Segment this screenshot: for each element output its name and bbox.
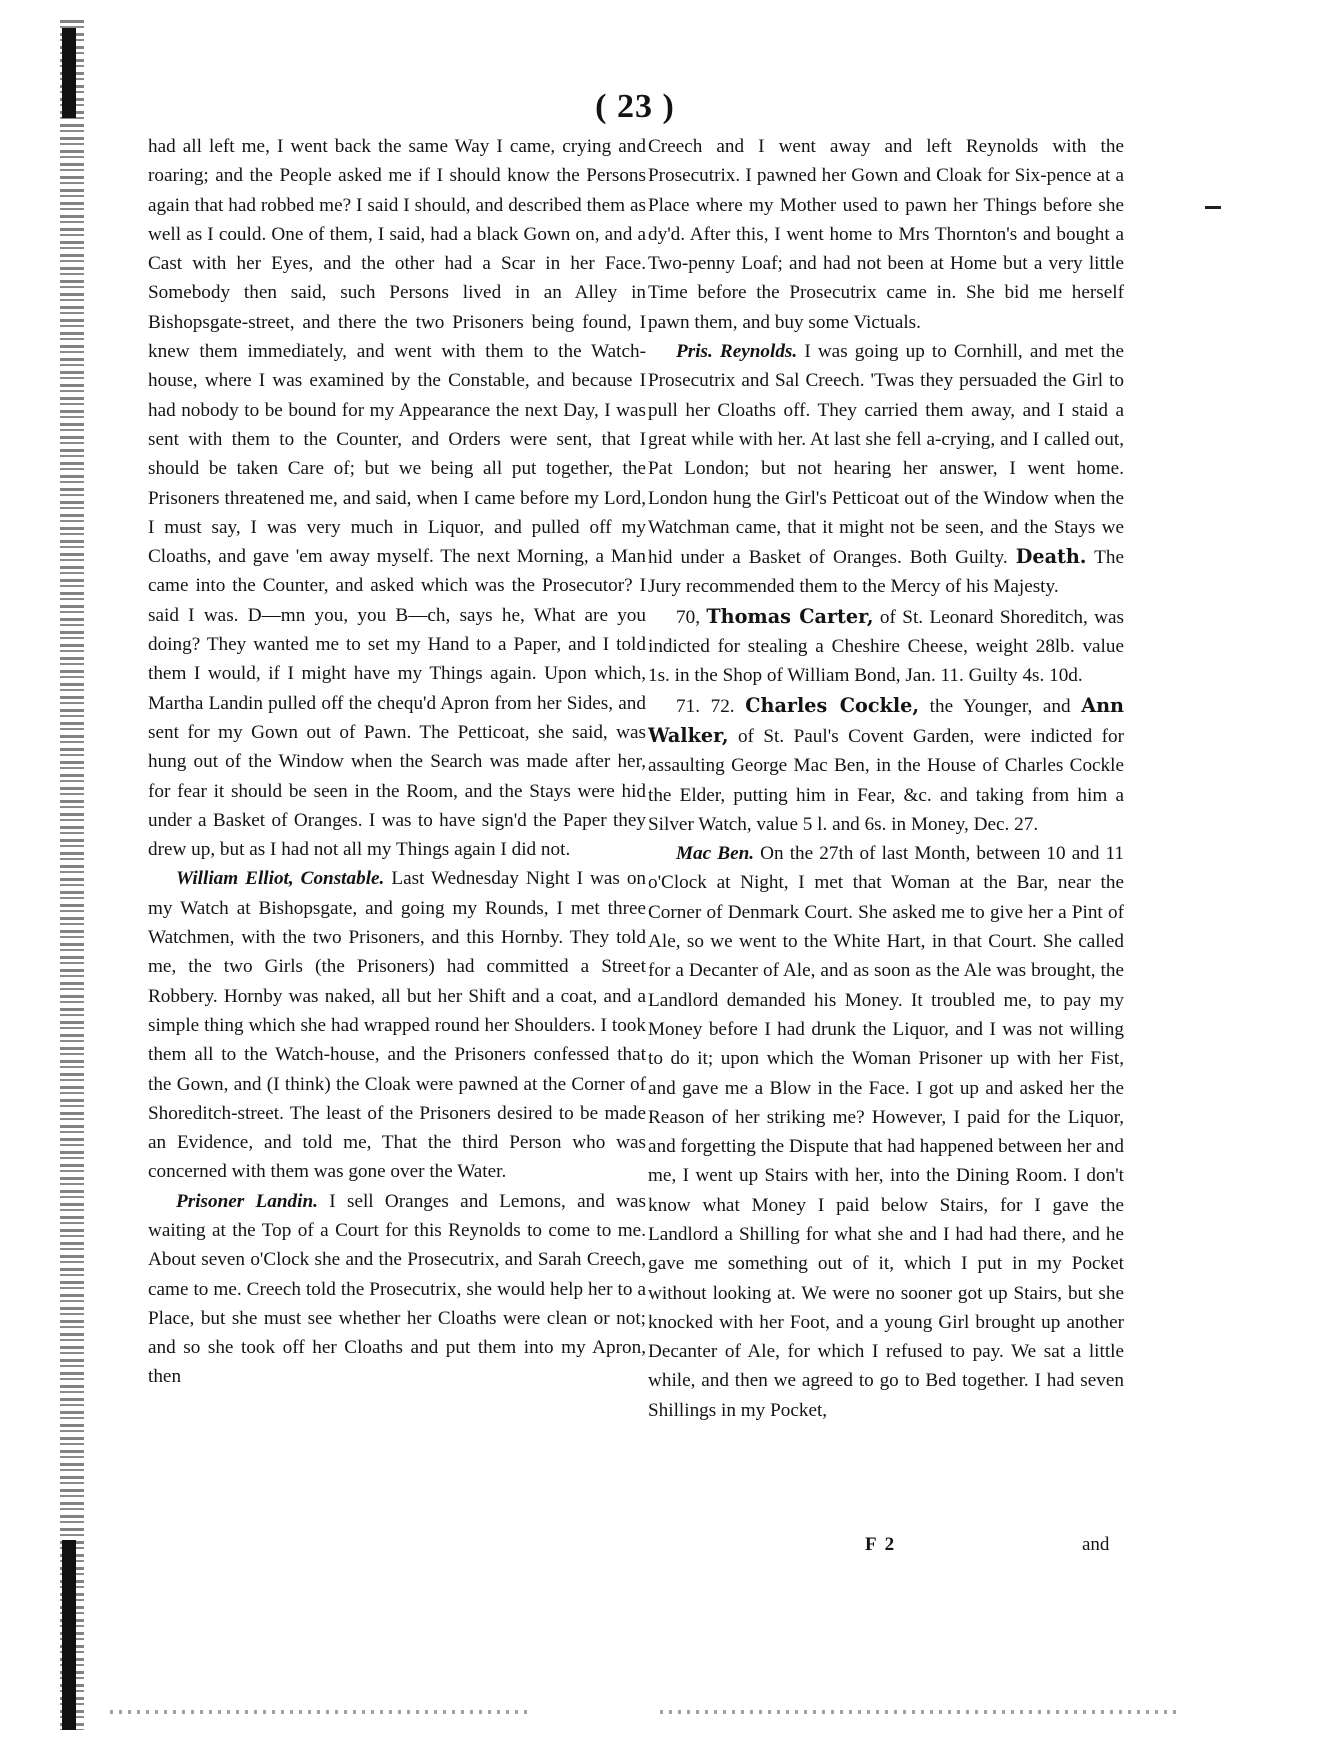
speaker-label: Mac Ben.	[676, 843, 755, 865]
page-number: ( 23 )	[595, 88, 675, 125]
paragraph-text: On the 27th of last Month, between 10 and 11 o'Clock at Night, I met that Woman at the Bar, near the Corner of Denmark Court. She asked me to give her a Pint of Ale, so we went to the White Hart, in that Court. She called for a Decanter of Ale, and as soon as the Ale was brought, the Landlord demanded his Money. It troubled me, to pay my Money before I had drunk the Liquor, and I was not willing to do it; upon which the Woman Prisoner up with her Fist, and gave me a Blow in the Face. I got up and asked her the Reason of her striking me? However, I paid for the Liquor, and forgetting the Dispute that had happened between her and me, I went up Stairs with her, into the Dining Room. I don't know what Money I paid below Stairs, for I gave the Landlord a Shilling for what she and I had had there, and he gave me something out of it, which I put in my Pocket without looking at. We were no sooner got up Stairs, but she knocked with her Foot, and a young Girl brought up another Decanter of Ale, for which I refused to pay. We sat a little while, and then we agreed to go to Bed together. I had seven Shillings in my Pocket,	[648, 843, 1124, 1421]
paragraph	[148, 1187, 646, 1392]
margin-mark	[1205, 206, 1221, 209]
paragraph-text: I was going up to Cornhill, and met the Prosecutrix and Sal Creech. 'Twas they persuaded the Girl to pull her Cloaths off. They carried them away, and I staid a great while with her. At last she fell a-crying, and I called out, Pat London; but not hearing her answer, I went home. London hung the Girl's Petticoat out of the Window when the Watchman came, that it might not be seen, and the Stays we hid under a Basket of Oranges. Both Guilty.	[648, 341, 1124, 569]
paragraph: Creech and I went away and left Reynolds with the Prosecutrix. I pawned her Gown and Cloak for Six-pence at a Place where my Mother used to pawn her Things before she dy'd. After this, I went home to Mrs Thornton's and bought a Two-penny Loaf; and had not been at Home but a very little Time before the Prosecutrix came in. She bid me herself pawn them, and buy some Victuals.	[648, 136, 1124, 333]
binding-mark	[62, 1540, 76, 1730]
defendant-name: Ann Walker,	[648, 693, 1124, 747]
binding-edge	[60, 20, 84, 1730]
paragraph	[148, 864, 646, 1186]
paragraph-text: The Jury recommended them to the Mercy of his Majesty.	[648, 547, 1125, 598]
verdict: Death.	[1015, 545, 1087, 569]
left-column	[148, 132, 646, 1552]
speaker-label: Prisoner Landin.	[176, 1190, 318, 1212]
paragraph-text: of St. Paul's Covent Garden, were indicted for assaulting George Mac Ben, in the House of Charles Cockle the Elder, putting him in Fear, &c. and taking from him a Silver Watch, value 5 l. and 6s. in Money, Dec. 27.	[648, 725, 1125, 835]
catchword: and	[1082, 1534, 1110, 1555]
binding-mark	[62, 28, 76, 118]
paragraph-text: of St. Leonard Shoreditch, was indicted for stealing a Cheshire Cheese, weight 28lb. value 1s. in the Shop of William Bond, Jan. 11. Guilty 4s. 10d.	[648, 606, 1124, 687]
paragraph	[648, 691, 1124, 839]
paragraph: had all left me, I went back the same Way I came, crying and roaring; and the People asked me if I should know the Persons again that had robbed me? I said I should, and described them as well as I could. One of them, I said, had a black Gown on, and a Cast with her Eyes, and the other had a Scar in her Face. Somebody then said, such Persons lived in an Alley in Bishopsgate-street, and there the two Prisoners being found, I knew them immediately, and went with them to the Watch-house, where I was examined by the Constable, and because I had nobody to be bound for my Appearance the next Day, I was sent with them to the Counter, and Orders were sent, that I should be taken Care of; but we being all put together, the Prisoners threatened me, and said, when I came before my Lord, I must say, I was very much in Liquor, and pulled off my Cloaths, and gave 'em away myself. The next Morning, a Man came into the Counter, and asked which was the Prosecutor? I said I was. D—mn you, you B—ch, says he, What are you doing? They wanted me to set my Hand to a Paper, and I told them I would, if I might have my Things again. Upon which, Martha Landin pulled off the chequ'd Apron from her Sides, and sent for my Gown out of Pawn. The Petticoat, she said, was hung out of the Window when the Search was made after her, for fear it should be seen in the Room, and the Stays were hid under a Basket of Oranges. I was to have sign'd the Paper they drew up, but as I had not all my Things again I did not.	[148, 136, 646, 861]
defendant-name: Charles Cockle,	[745, 693, 920, 717]
speaker-label: William Elliot, Constable.	[176, 868, 385, 890]
right-column	[648, 132, 1124, 1552]
paragraph	[648, 337, 1124, 602]
paragraph-text: I sell Oranges and Lemons, and was waiting at the Top of a Court for this Reynolds to come to me. About seven o'Clock she and the Prosecutrix, and Sarah Creech, came to me. Creech told the Prosecutrix, she would help her to a Place, but she must see whether her Cloaths were clean or not; and so she took off her Cloaths and put them into my Apron, then	[148, 1190, 646, 1388]
paragraph	[648, 839, 1124, 1425]
paragraph-text: Last Wednesday Night I was on my Watch at Bishopsgate, and going my Rounds, I met three Watchmen, with the two Prisoners, and this Hornby. They told me, the two Girls (the Prisoners) had committed a Street Robbery. Hornby was naked, all but her Shift and a coat, and a simple thing which she had wrapped round her Shoulders. I took them all to the Watch-house, and the Prisoners confessed that the Gown, and (I think) the Cloak were pawned at the Corner of Shoreditch-street. The least of the Prisoners desired to be made an Evidence, and told me, That the third Person who was concerned with them was gone over the Water.	[148, 868, 647, 1183]
speaker-label: Pris. Reynolds.	[676, 341, 798, 363]
signature-mark: F 2	[865, 1534, 897, 1555]
scan-noise	[660, 1710, 1180, 1714]
paragraph	[648, 602, 1124, 691]
defendant-name: Thomas Carter,	[706, 604, 874, 628]
scan-noise	[110, 1710, 530, 1714]
case-number: 70,	[676, 606, 700, 628]
case-number: 71. 72.	[676, 695, 735, 717]
paragraph-text: the Younger, and	[929, 695, 1071, 717]
